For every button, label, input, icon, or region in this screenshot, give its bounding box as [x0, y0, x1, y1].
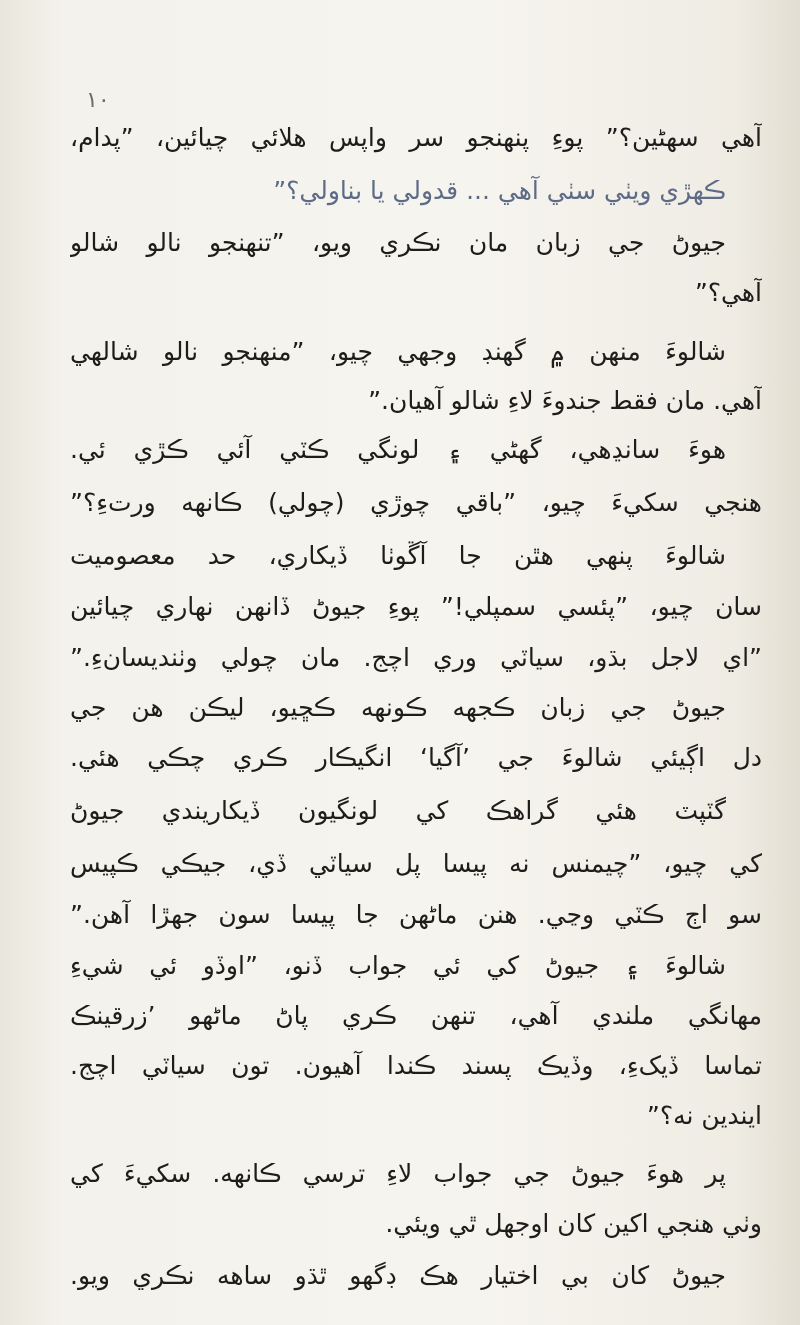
text-line: شالوءَ منهن ۾ گهنڊ وجهي چيو، ”منهنجو نالو شالهي [70, 337, 726, 366]
text-line: سو اڄ ڪٽي وڃي. هنن ماڻهن جا پيسا سون جهڙا آهن.” [70, 900, 762, 929]
text-line: آهي؟” [694, 278, 762, 307]
text-line: جيوڻ جي زبان مان نڪري ويو، ”تنهنجو نالو شالو [70, 228, 726, 257]
text-line: آهي. مان فقط جندوءَ لاءِ شالو آهيان.” [368, 386, 762, 415]
text-line: هنجي سکيءَ چيو، ”باقي چوڙي (چولي) ڪانهه ورتءِ؟” [70, 488, 762, 517]
text-line: شالوءَ پنهي هٿن جا آڱوٺا ڏيکاري، حد معصوميت [70, 541, 726, 570]
text-line: کي چيو، ”چيمنس نه پيسا پل سياٽي ڏي، جيڪي ڪپيس [70, 849, 762, 878]
text-line: گٽپٽ هئي گراهڪ کي لونگيون ڏيکاريندي جيوڻ [70, 796, 726, 825]
page-number: ۱٠ [86, 88, 110, 113]
text-line: تماسا ڏيکءِ، وڏيڪ پسند ڪندا آهيون. تون سياٽي اچج. [70, 1051, 762, 1080]
text-line: جيوڻ جي زبان ڪجهه ڪونهه ڪڇيو، ليڪن هن جي [70, 693, 726, 722]
text-line: جيوڻ کان بي اختيار هڪ ڊگهو ٿڌو ساهه نڪري ويو. [70, 1261, 726, 1290]
text-line: سان چيو، ”پئسي سمپلي!” پوءِ جيوڻ ڏانهن نهاري چيائين [70, 592, 762, 621]
text-line: ڪهڙي ويٺي سٺي آهي ... قدولي يا بناولي؟” [273, 176, 726, 205]
text-line: وٺي هنجي اکين کان اوجهل ٿي ويئي. [385, 1209, 762, 1238]
text-line: ايندين نه؟” [646, 1101, 762, 1130]
text-line: آهي سهڻين؟” پوءِ پنهنجو سر واپس هلائي چيائين، ”پدام، [70, 123, 762, 152]
text-line: دل اڳيئي شالوءَ جي ’آگيا‘ انگيڪار ڪري چڪي هئي. [70, 743, 762, 772]
text-line: هوءَ سانڍهي، گهڻي ۽ لونگي ڪٽي آئي ڪڙي ئي. [70, 435, 726, 464]
text-line: پر هوءَ جيوڻ جي جواب لاءِ ترسي ڪانهه. سکيءَ کي [70, 1159, 726, 1188]
text-line: شالوءَ ۽ جيوڻ کي ئي جواب ڏنو، ”اوڏو ئي شيءِ [70, 951, 726, 980]
text-line: ”اي لاجل بڌو، سياٽي وري اچج. مان چولي وٺنديسانءِ.” [70, 643, 762, 672]
text-line: مهانگي ملندي آهي، تنهن ڪري پاڻ ماڻهو ’زرقينڪ [70, 1001, 762, 1030]
